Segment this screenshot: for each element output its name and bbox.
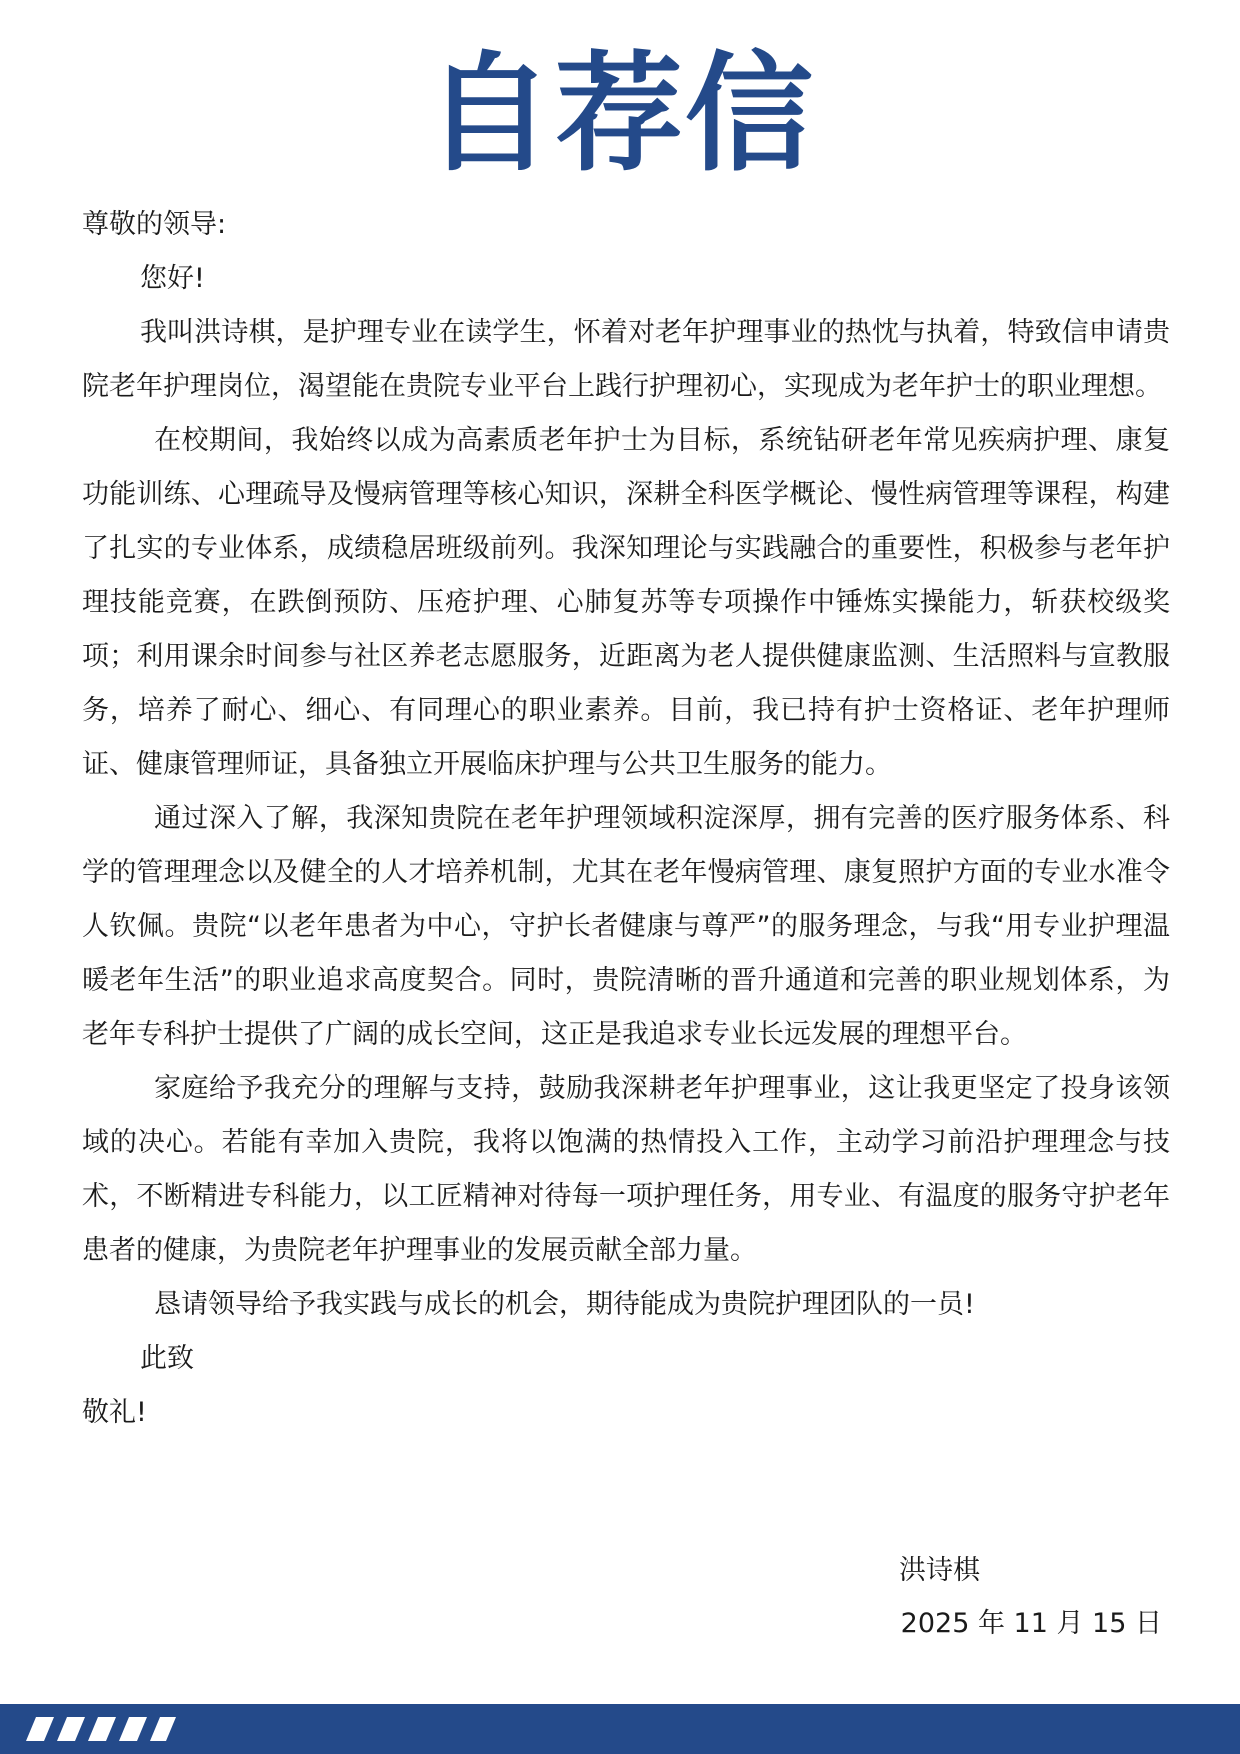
paragraph-request: 恳请领导给予我实践与成长的机会，期待能成为贵院护理团队的一员! [154,1289,975,1320]
paragraph-intro: 我叫洪诗棋，是护理专业在读学生，怀着对老年护理事业的热忱与执着，特致信申请贵院老年护理岗位，渴望能在贵院专业平台上践行护理初心，实现成为老年护士的职业理想。 [82,317,1170,402]
signature-date: 2025 年 11 月 15 日 [900,1608,1162,1639]
paragraph-education: 在校期间，我始终以成为高素质老年护士为目标，系统钻研老年常见疾病护理、康复功能训练、心理疏导及慢病管理等核心知识，深耕全科医学概论、慢性病管理等课程，构建了扎实的专业体系，成绩稳居班级前列。我深知理论与实践融合的重要性，积极参与老年护理技能竞赛，在跌倒预防、压疮护理、心肺复苏等专项操作中锤炼实操能力，斩获校级奖项；利用课余时间参与社区养老志愿服务，近距离为老人提供健康监测、生活照料与宣教服务，培养了耐心、细心、有同理心的职业素养。目前，我已持有护士资格证、老年护理师证、健康管理师证，具备独立开展临床护理与公共卫生服务的能力。 [82,425,1170,780]
stripe-decoration-icon [26,1717,176,1741]
salutation: 尊敬的领导: [82,209,227,240]
letter-title: 自荐信 [424,40,815,189]
closing-line-1: 此致 [140,1343,194,1374]
closing-line-2: 敬礼! [82,1397,147,1428]
signature-name: 洪诗棋 [899,1555,980,1586]
paragraph-commitment: 家庭给予我充分的理解与支持，鼓励我深耕老年护理事业，这让我更坚定了投身该领域的决心。若能有幸加入贵院，我将以饱满的热情投入工作，主动学习前沿护理理念与技术，不断精进专科能力，以工匠精神对待每一项护理任务，用专业、有温度的服务守护老年患者的健康，为贵院老年护理事业的发展贡献全部力量。 [82,1073,1170,1266]
paragraph-hospital: 通过深入了解，我深知贵院在老年护理领域积淀深厚，拥有完善的医疗服务体系、科学的管理理念以及健全的人才培养机制，尤其在老年慢病管理、康复照护方面的专业水准令人钦佩。贵院“以老年患者为中心，守护长者健康与尊严”的服务理念，与我“用专业护理温暖老年生活”的职业追求高度契合。同时，贵院清晰的晋升通道和完善的职业规划体系，为老年专科护士提供了广阔的成长空间，这正是我追求专业长远发展的理想平台。 [82,803,1170,1050]
footer-bar [0,1704,1240,1754]
greeting: 您好! [140,263,205,294]
letter-body [82,198,1170,1440]
